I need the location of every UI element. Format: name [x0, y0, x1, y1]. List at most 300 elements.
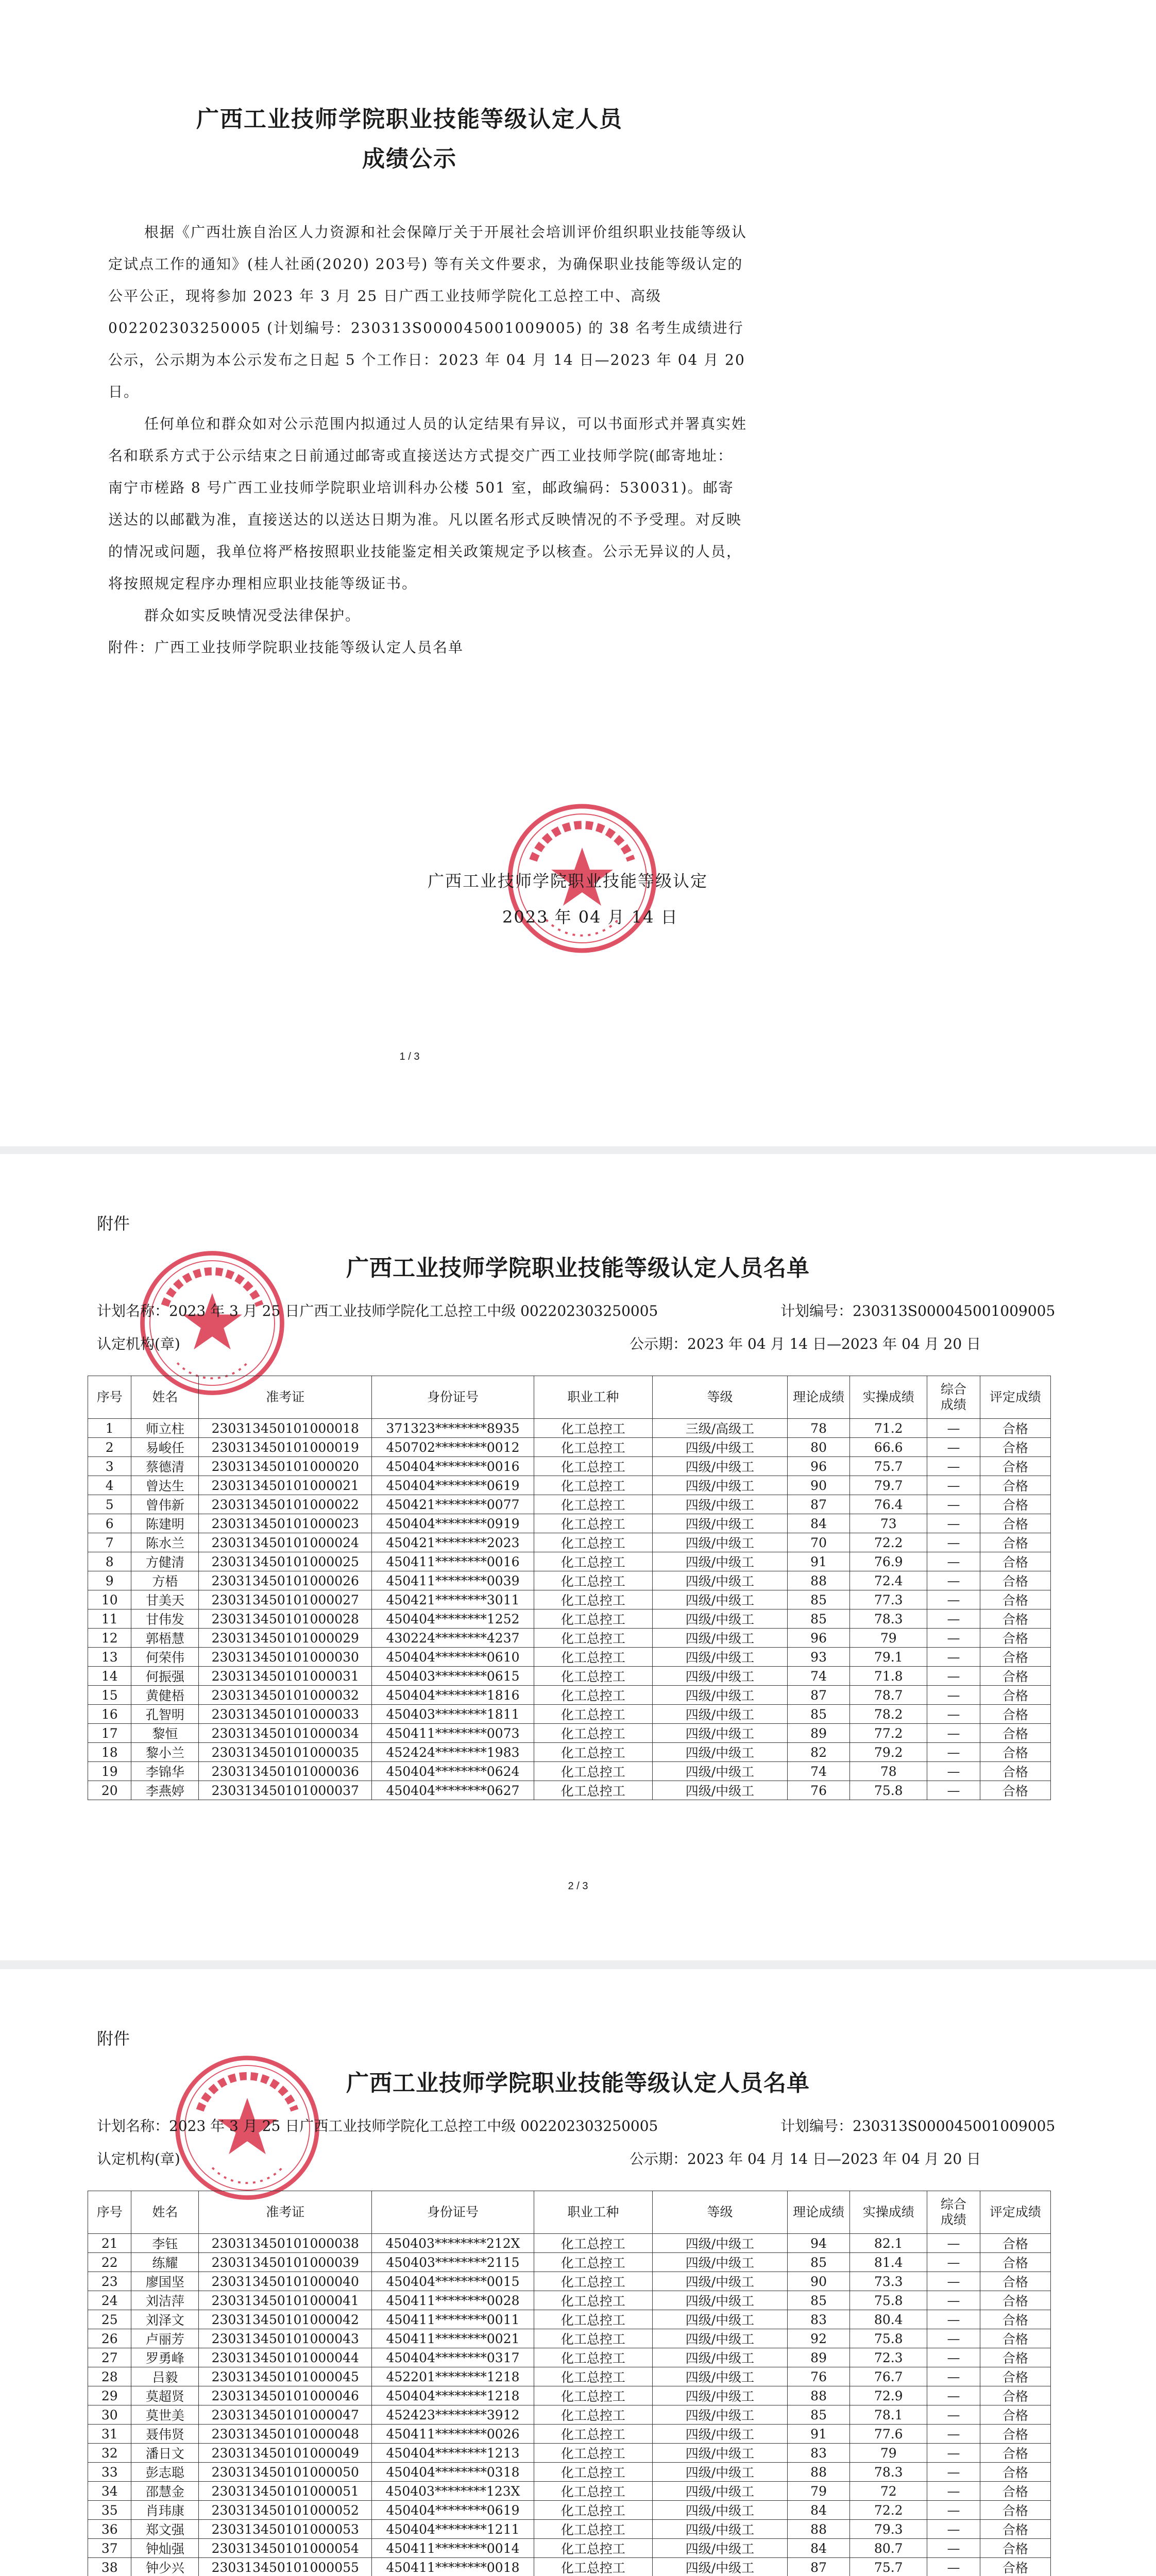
- table-row: [88, 1552, 1051, 1571]
- table-cell: 450411********0028: [372, 2291, 534, 2310]
- plan-code: 计划编号：230313S000045001009005: [780, 1302, 1056, 1319]
- table-cell: —: [927, 2310, 980, 2329]
- table-cell: 450404********0318: [372, 2463, 534, 2482]
- table-cell: 84: [787, 2539, 849, 2558]
- table-cell: 96: [787, 1457, 849, 1476]
- table-cell: 合格: [980, 2367, 1050, 2386]
- table-cell: —: [927, 2367, 980, 2386]
- publicity-period: 公示期：2023 年 04 月 14 日—2023 年 04 月 20 日: [630, 1335, 981, 1352]
- table-cell: —: [927, 2291, 980, 2310]
- table-cell: 四级/中级工: [653, 2386, 788, 2405]
- table-cell: 78.7: [850, 1686, 927, 1705]
- table-cell: 合格: [980, 2348, 1050, 2367]
- table-cell: 230313450101000032: [199, 1686, 372, 1705]
- table-cell: —: [927, 1457, 980, 1476]
- table-cell: 87: [787, 1686, 849, 1705]
- table-cell: 450404********0619: [372, 1476, 534, 1495]
- table-row: [88, 2234, 1051, 2253]
- table-cell: 四级/中级工: [653, 1533, 788, 1552]
- table-cell: 230313450101000045: [199, 2367, 372, 2386]
- roster-title: 广西工业技师学院职业技能等级认定人员名单: [346, 2070, 810, 2096]
- table-cell: 四级/中级工: [653, 2558, 788, 2576]
- signer-name: 广西工业技师学院职业技能等级认定: [428, 871, 708, 891]
- table-cell: 合格: [980, 2425, 1050, 2444]
- table-cell: 85: [787, 2405, 849, 2425]
- table-cell: 化工总控工: [534, 2253, 652, 2272]
- table-cell: 22: [88, 2253, 131, 2272]
- table-cell: 450421********0077: [372, 1495, 534, 1514]
- table-cell: 230313450101000042: [199, 2310, 372, 2329]
- table-cell: 75.7: [850, 1457, 927, 1476]
- notice-paragraph: 群众如实反映情况受法律保护。: [144, 607, 361, 624]
- table-row: [88, 1476, 1051, 1495]
- table-cell: 230313450101000037: [199, 1781, 372, 1800]
- table-cell: 230313450101000027: [199, 1590, 372, 1609]
- table-row: [88, 1571, 1051, 1590]
- table-row: [88, 2405, 1051, 2425]
- table-cell: 16: [88, 1705, 131, 1724]
- table-cell: 四级/中级工: [653, 1781, 788, 1800]
- table-cell: 合格: [980, 1609, 1050, 1629]
- table-cell: 化工总控工: [534, 1781, 652, 1800]
- page-3: [0, 1969, 1156, 2576]
- table-cell: 37: [88, 2539, 131, 2558]
- table-cell: 化工总控工: [534, 2310, 652, 2329]
- table-cell: 郑文强: [131, 2520, 199, 2539]
- table-cell: 潘日文: [131, 2444, 199, 2463]
- table-cell: 450404********0610: [372, 1648, 534, 1667]
- table-cell: 79.2: [850, 1743, 927, 1762]
- table-cell: 化工总控工: [534, 1762, 652, 1781]
- table-cell: 452423********3912: [372, 2405, 534, 2425]
- table-cell: 四级/中级工: [653, 1552, 788, 1571]
- table-row: [88, 2558, 1051, 2576]
- table-cell: 230313450101000033: [199, 1705, 372, 1724]
- table-cell: 郭梧慧: [131, 1629, 199, 1648]
- table-cell: 肖玮康: [131, 2501, 199, 2520]
- table-cell: 7: [88, 1533, 131, 1552]
- notice-paragraph: 任何单位和群众如对公示范围内拟通过人员的认定结果有异议，可以书面形式并署真实姓名和联系方式于公示结束之日前通过邮寄或直接送达方式提交广西工业技师学院(邮寄地址：南宁市槎路 8 号广西工业技师学院职业培训科办公楼 501 室，邮政编码：530031)。邮寄送达的以邮戳为准，直接送达的以送达日期为准。凡以匿名形式反映情况的不予受理。对反映的情况或问题，我单位将严格按照职业技能鉴定相关政策规定予以核查。公示无异议的人员，将按照规定程序办理相应职业技能等级证书。: [108, 415, 747, 592]
- header-cell: 序号: [88, 2191, 131, 2234]
- table-cell: 李钰: [131, 2234, 199, 2253]
- table-row: [88, 2386, 1051, 2405]
- table-row: [88, 1495, 1051, 1514]
- table-cell: 黄健梧: [131, 1686, 199, 1705]
- table-cell: 452424********1983: [372, 1743, 534, 1762]
- table-cell: 四级/中级工: [653, 2310, 788, 2329]
- table-cell: 何荣伟: [131, 1648, 199, 1667]
- table-cell: 合格: [980, 1743, 1050, 1762]
- table-cell: —: [927, 2405, 980, 2425]
- table-cell: 四级/中级工: [653, 2444, 788, 2463]
- table-cell: 合格: [980, 2272, 1050, 2291]
- table-cell: 89: [787, 1724, 849, 1743]
- header-cell: 姓名: [131, 2191, 199, 2234]
- table-cell: 450411********0021: [372, 2329, 534, 2348]
- table-cell: 化工总控工: [534, 1686, 652, 1705]
- table-cell: 合格: [980, 1438, 1050, 1457]
- table-cell: 82: [787, 1743, 849, 1762]
- table-cell: 四级/中级工: [653, 1438, 788, 1457]
- table-cell: 75.8: [850, 2329, 927, 2348]
- table-cell: —: [927, 1495, 980, 1514]
- table-cell: 230313450101000038: [199, 2234, 372, 2253]
- table-cell: 合格: [980, 1762, 1050, 1781]
- table-cell: 化工总控工: [534, 1648, 652, 1667]
- table-cell: 合格: [980, 1457, 1050, 1476]
- table-cell: 21: [88, 2234, 131, 2253]
- table-cell: 81.4: [850, 2253, 927, 2272]
- table-cell: 合格: [980, 1781, 1050, 1800]
- table-cell: 合格: [980, 1629, 1050, 1648]
- table-cell: 四级/中级工: [653, 2425, 788, 2444]
- table-cell: 450421********3011: [372, 1590, 534, 1609]
- table-cell: —: [927, 2558, 980, 2576]
- table-cell: 合格: [980, 2329, 1050, 2348]
- table-cell: —: [927, 2482, 980, 2501]
- table-cell: —: [927, 2425, 980, 2444]
- table-cell: 76: [787, 1781, 849, 1800]
- table-row: [88, 1781, 1051, 1800]
- page-number: 2 / 3: [568, 1880, 588, 1892]
- table-cell: —: [927, 2463, 980, 2482]
- table-cell: 80.4: [850, 2310, 927, 2329]
- table-cell: 14: [88, 1667, 131, 1686]
- table-cell: 80: [787, 1438, 849, 1457]
- table-row: [88, 2520, 1051, 2539]
- table-cell: 四级/中级工: [653, 1590, 788, 1609]
- table-row: [88, 1724, 1051, 1743]
- table-cell: —: [927, 1419, 980, 1438]
- table-cell: 450404********1211: [372, 2520, 534, 2539]
- table-row: [88, 2482, 1051, 2501]
- table-cell: 96: [787, 1629, 849, 1648]
- header-cell: 身份证号: [372, 1376, 534, 1419]
- table-cell: —: [927, 1609, 980, 1629]
- table-cell: 73: [850, 1514, 927, 1533]
- table-cell: 化工总控工: [534, 1419, 652, 1438]
- publicity-period: 公示期：2023 年 04 月 14 日—2023 年 04 月 20 日: [630, 2150, 981, 2167]
- header-cell: 实操成绩: [850, 1376, 927, 1419]
- table-cell: 蔡德清: [131, 1457, 199, 1476]
- table-cell: 1: [88, 1419, 131, 1438]
- table-cell: 450404********0627: [372, 1781, 534, 1800]
- table-cell: 450411********0018: [372, 2558, 534, 2576]
- table-cell: 85: [787, 1609, 849, 1629]
- table-cell: 75.8: [850, 1781, 927, 1800]
- table-cell: 合格: [980, 2482, 1050, 2501]
- table-cell: 85: [787, 1590, 849, 1609]
- attachment-label: 附件: [97, 2029, 130, 2048]
- table-cell: 91: [787, 1552, 849, 1571]
- table-cell: 李锦华: [131, 1762, 199, 1781]
- table-cell: 三级/高级工: [653, 1419, 788, 1438]
- header-cell: 等级: [653, 1376, 788, 1419]
- table-cell: 78.3: [850, 2463, 927, 2482]
- table-cell: 四级/中级工: [653, 2234, 788, 2253]
- table-cell: 27: [88, 2348, 131, 2367]
- table-cell: 合格: [980, 2291, 1050, 2310]
- table-cell: 72.2: [850, 1533, 927, 1552]
- table-cell: 合格: [980, 1705, 1050, 1724]
- table-cell: 化工总控工: [534, 2558, 652, 2576]
- table-cell: —: [927, 1438, 980, 1457]
- table-cell: 3: [88, 1457, 131, 1476]
- table-cell: 79: [787, 2482, 849, 2501]
- table-cell: 92: [787, 2329, 849, 2348]
- table-cell: 73.3: [850, 2272, 927, 2291]
- table-cell: 化工总控工: [534, 2539, 652, 2558]
- table-cell: 10: [88, 1590, 131, 1609]
- table-cell: 450404********1218: [372, 2386, 534, 2405]
- table-cell: 四级/中级工: [653, 2520, 788, 2539]
- table-cell: 合格: [980, 1495, 1050, 1514]
- table-cell: 化工总控工: [534, 2425, 652, 2444]
- table-cell: 88: [787, 2463, 849, 2482]
- page-number: 1 / 3: [399, 1051, 420, 1062]
- table-cell: 黎小兰: [131, 1743, 199, 1762]
- header-cell: 等级: [653, 2191, 788, 2234]
- table-cell: 230313450101000054: [199, 2539, 372, 2558]
- table-cell: 6: [88, 1514, 131, 1533]
- table-cell: 72.9: [850, 2386, 927, 2405]
- table-cell: 化工总控工: [534, 1438, 652, 1457]
- table-cell: 79.3: [850, 2520, 927, 2539]
- table-row: [88, 1419, 1051, 1438]
- plan-code: 计划编号：230313S000045001009005: [780, 2117, 1056, 2134]
- table-cell: 四级/中级工: [653, 2329, 788, 2348]
- table-cell: —: [927, 1648, 980, 1667]
- table-cell: 90: [787, 2272, 849, 2291]
- table-cell: 化工总控工: [534, 2501, 652, 2520]
- table-cell: 合格: [980, 1476, 1050, 1495]
- table-row: [88, 1609, 1051, 1629]
- table-cell: 12: [88, 1629, 131, 1648]
- table-cell: 罗勇峰: [131, 2348, 199, 2367]
- table-cell: 450404********1252: [372, 1609, 534, 1629]
- table-cell: 四级/中级工: [653, 1629, 788, 1648]
- table-cell: 合格: [980, 2405, 1050, 2425]
- table-row: [88, 1533, 1051, 1552]
- table-header-row: [88, 2191, 1051, 2234]
- table-cell: 88: [787, 2520, 849, 2539]
- table-cell: 74: [787, 1667, 849, 1686]
- header-cell: [927, 1376, 980, 1419]
- table-cell: 83: [787, 2310, 849, 2329]
- table-cell: 79: [850, 1629, 927, 1648]
- table-cell: 邵慧金: [131, 2482, 199, 2501]
- table-cell: 230313450101000036: [199, 1762, 372, 1781]
- table-row: [88, 1629, 1051, 1648]
- table-cell: 曾伟新: [131, 1495, 199, 1514]
- table-cell: 四级/中级工: [653, 2291, 788, 2310]
- table-cell: 合格: [980, 1419, 1050, 1438]
- table-cell: 化工总控工: [534, 1724, 652, 1743]
- table-cell: 77.2: [850, 1724, 927, 1743]
- table-cell: 230313450101000029: [199, 1629, 372, 1648]
- table-row: [88, 2310, 1051, 2329]
- table-cell: 77.3: [850, 1590, 927, 1609]
- table-cell: 230313450101000048: [199, 2425, 372, 2444]
- table-cell: 30: [88, 2405, 131, 2425]
- table-cell: 89: [787, 2348, 849, 2367]
- table-cell: 合格: [980, 2539, 1050, 2558]
- table-cell: 33: [88, 2463, 131, 2482]
- page-1: [0, 0, 1156, 1146]
- table-cell: 87: [787, 2558, 849, 2576]
- table-cell: 四级/中级工: [653, 1648, 788, 1667]
- table-cell: 四级/中级工: [653, 1514, 788, 1533]
- table-cell: 化工总控工: [534, 2520, 652, 2539]
- table-cell: 230313450101000034: [199, 1724, 372, 1743]
- table-cell: 化工总控工: [534, 2348, 652, 2367]
- table-cell: 四级/中级工: [653, 1609, 788, 1629]
- table-cell: 合格: [980, 2310, 1050, 2329]
- table-cell: 何振强: [131, 1667, 199, 1686]
- table-cell: 230313450101000041: [199, 2291, 372, 2310]
- table-cell: 四级/中级工: [653, 1705, 788, 1724]
- table-row: [88, 1648, 1051, 1667]
- table-cell: 450421********2023: [372, 1533, 534, 1552]
- plan-name: 计划名称：2023 年 3 月 25 日广西工业技师学院化工总控工中级 002202303250005: [97, 2117, 658, 2134]
- table-cell: 化工总控工: [534, 2463, 652, 2482]
- table-cell: 化工总控工: [534, 2405, 652, 2425]
- table-cell: —: [927, 2329, 980, 2348]
- table-cell: 78.2: [850, 1705, 927, 1724]
- table-cell: 230313450101000055: [199, 2558, 372, 2576]
- table-cell: 230313450101000039: [199, 2253, 372, 2272]
- table-row: [88, 1438, 1051, 1457]
- table-cell: —: [927, 1743, 980, 1762]
- table-cell: —: [927, 1762, 980, 1781]
- table-cell: 练耀: [131, 2253, 199, 2272]
- table-cell: 四级/中级工: [653, 2463, 788, 2482]
- table-cell: 74: [787, 1762, 849, 1781]
- table-cell: 25: [88, 2310, 131, 2329]
- table-cell: 450403********1811: [372, 1705, 534, 1724]
- table-cell: 78: [850, 1762, 927, 1781]
- table-cell: 廖国坚: [131, 2272, 199, 2291]
- table-cell: 化工总控工: [534, 2367, 652, 2386]
- table-cell: —: [927, 2444, 980, 2463]
- table-cell: 75.8: [850, 2291, 927, 2310]
- table-cell: 四级/中级工: [653, 1495, 788, 1514]
- table-cell: 450403********2115: [372, 2253, 534, 2272]
- table-cell: 合格: [980, 2386, 1050, 2405]
- header-cell: 职业工种: [534, 1376, 652, 1419]
- table-cell: 2: [88, 1438, 131, 1457]
- table-cell: —: [927, 2348, 980, 2367]
- table-cell: 450404********0624: [372, 1762, 534, 1781]
- table-cell: 17: [88, 1724, 131, 1743]
- table-cell: 4: [88, 1476, 131, 1495]
- roster-title: 广西工业技师学院职业技能等级认定人员名单: [346, 1255, 810, 1281]
- table-cell: 91: [787, 2425, 849, 2444]
- table-cell: 合格: [980, 1686, 1050, 1705]
- table-cell: 76.9: [850, 1552, 927, 1571]
- table-cell: 88: [787, 2386, 849, 2405]
- table-cell: 450403********0615: [372, 1667, 534, 1686]
- table-cell: 四级/中级工: [653, 2272, 788, 2291]
- table-cell: 陈建明: [131, 1514, 199, 1533]
- table-cell: 聂伟贤: [131, 2425, 199, 2444]
- table-cell: 四级/中级工: [653, 1571, 788, 1590]
- table-cell: 452201********1218: [372, 2367, 534, 2386]
- table-cell: 87: [787, 1495, 849, 1514]
- table-row: [88, 2329, 1051, 2348]
- table-cell: 230313450101000050: [199, 2463, 372, 2482]
- table-cell: —: [927, 1781, 980, 1800]
- table-cell: 化工总控工: [534, 2482, 652, 2501]
- table-cell: 88: [787, 1571, 849, 1590]
- table-cell: 化工总控工: [534, 1514, 652, 1533]
- table-cell: 方健清: [131, 1552, 199, 1571]
- table-cell: 450404********1213: [372, 2444, 534, 2463]
- table-cell: 钟少兴: [131, 2558, 199, 2576]
- table-cell: 450702********0012: [372, 1438, 534, 1457]
- table-cell: 合格: [980, 2558, 1050, 2576]
- table-cell: 230313450101000046: [199, 2386, 372, 2405]
- header-cell: 序号: [88, 1376, 131, 1419]
- table-cell: —: [927, 1571, 980, 1590]
- table-cell: 化工总控工: [534, 1590, 652, 1609]
- table-cell: 钟灿强: [131, 2539, 199, 2558]
- notice-subtitle: 成绩公示: [362, 146, 457, 172]
- header-cell-label: 综合成绩: [940, 1382, 966, 1412]
- table-cell: 450411********0016: [372, 1552, 534, 1571]
- table-cell: 合格: [980, 2463, 1050, 2482]
- table-row: [88, 2272, 1051, 2291]
- table-cell: 71.8: [850, 1667, 927, 1686]
- table-cell: 23: [88, 2272, 131, 2291]
- table-cell: 230313450101000030: [199, 1648, 372, 1667]
- table-cell: —: [927, 1476, 980, 1495]
- table-cell: 230313450101000047: [199, 2405, 372, 2425]
- table-cell: 合格: [980, 1533, 1050, 1552]
- table-cell: 黎恒: [131, 1724, 199, 1743]
- table-cell: 450411********0073: [372, 1724, 534, 1743]
- table-cell: 化工总控工: [534, 1629, 652, 1648]
- table-cell: 230313450101000040: [199, 2272, 372, 2291]
- table-cell: 四级/中级工: [653, 1457, 788, 1476]
- table-cell: 230313450101000031: [199, 1667, 372, 1686]
- notice-title: 广西工业技师学院职业技能等级认定人员: [196, 106, 623, 132]
- table-cell: 吕毅: [131, 2367, 199, 2386]
- table-cell: 35: [88, 2501, 131, 2520]
- table-cell: 450411********0014: [372, 2539, 534, 2558]
- table-row: [88, 2463, 1051, 2482]
- table-cell: —: [927, 1705, 980, 1724]
- table-row: [88, 1743, 1051, 1762]
- table-cell: —: [927, 1629, 980, 1648]
- table-cell: 36: [88, 2520, 131, 2539]
- table-cell: 19: [88, 1762, 131, 1781]
- table-cell: 230313450101000019: [199, 1438, 372, 1457]
- table-cell: 72: [850, 2482, 927, 2501]
- table-cell: 合格: [980, 2234, 1050, 2253]
- table-cell: 四级/中级工: [653, 1762, 788, 1781]
- table-cell: 90: [787, 1476, 849, 1495]
- table-cell: 四级/中级工: [653, 2501, 788, 2520]
- table-cell: 24: [88, 2291, 131, 2310]
- table-cell: 78.1: [850, 2405, 927, 2425]
- table-cell: 230313450101000035: [199, 1743, 372, 1762]
- table-cell: 32: [88, 2444, 131, 2463]
- agency-label: 认定机构(章): [97, 2150, 180, 2167]
- table-cell: 450403********123X: [372, 2482, 534, 2501]
- table-cell: —: [927, 1514, 980, 1533]
- roster-table: [88, 2191, 1051, 2576]
